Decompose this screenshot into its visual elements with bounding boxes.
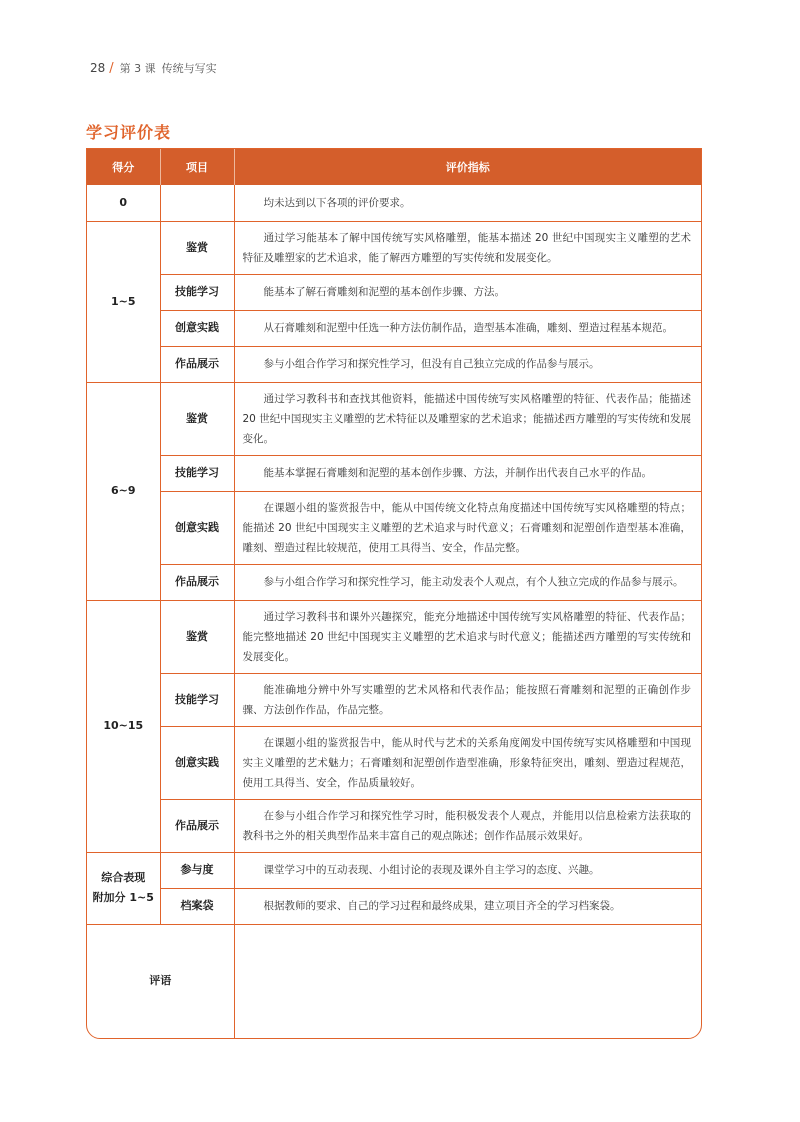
- criteria-cell: 均未达到以下各项的评价要求。: [234, 185, 701, 221]
- lesson-title: 传统与写实: [161, 62, 217, 75]
- lesson-number: 第 3 课: [119, 62, 156, 75]
- comment-row: [87, 924, 701, 1038]
- item-cell: [160, 185, 234, 221]
- comment-label: 评语: [87, 924, 234, 1038]
- header-criteria: 评价指标: [234, 149, 701, 185]
- table-row: [87, 310, 701, 346]
- score-cell: 10~15: [87, 600, 160, 852]
- item-cell: 鉴赏: [160, 382, 234, 455]
- table-row: [87, 455, 701, 491]
- item-cell: 技能学习: [160, 274, 234, 310]
- criteria-cell: 能准确地分辨中外写实雕塑的艺术风格和代表作品；能按照石膏雕刻和泥塑的正确创作步骤、方法创作作品，作品完整。: [234, 673, 701, 726]
- table-header-row: [87, 149, 701, 185]
- item-cell: 参与度: [160, 852, 234, 888]
- page-number: 28: [90, 61, 106, 75]
- criteria-cell: 参与小组合作学习和探究性学习，能主动发表个人观点，有个人独立完成的作品参与展示。: [234, 564, 701, 600]
- score-cell: 0: [87, 185, 160, 221]
- item-cell: 创意实践: [160, 726, 234, 799]
- header-item: 项目: [160, 149, 234, 185]
- item-cell: 创意实践: [160, 491, 234, 564]
- item-cell: 鉴赏: [160, 600, 234, 673]
- criteria-cell: 在课题小组的鉴赏报告中，能从时代与艺术的关系角度阐发中国传统写实风格雕塑和中国现实主义雕塑的艺术魅力；石膏雕刻和泥塑创作造型准确，形象特征突出，雕刻、塑造过程规范，使用工具得当、安全，作品质量较好。: [234, 726, 701, 799]
- criteria-cell: 通过学习能基本了解中国传统写实风格雕塑，能基本描述 20 世纪中国现实主义雕塑的艺术特征及雕塑家的艺术追求，能了解西方雕塑的写实传统和发展变化。: [234, 221, 701, 274]
- item-cell: 鉴赏: [160, 221, 234, 274]
- criteria-cell: 课堂学习中的互动表现、小组讨论的表现及课外自主学习的态度、兴趣。: [234, 852, 701, 888]
- bonus-label: 综合表现: [101, 871, 146, 884]
- table-row: [87, 185, 701, 221]
- criteria-cell: 通过学习教科书和课外兴趣探究，能充分地描述中国传统写实风格雕塑的特征、代表作品；能完整地描述 20 世纪中国现实主义雕塑的艺术追求与时代意义；能描述西方雕塑的写实传统和发展变化。: [234, 600, 701, 673]
- item-cell: 作品展示: [160, 799, 234, 852]
- comment-field[interactable]: [234, 924, 701, 1038]
- table-row: [87, 888, 701, 924]
- table-row: [87, 564, 701, 600]
- table-row: [87, 382, 701, 455]
- criteria-cell: 能基本掌握石膏雕刻和泥塑的基本创作步骤、方法，并制作出代表自己水平的作品。: [234, 455, 701, 491]
- table-row: [87, 673, 701, 726]
- score-cell: 1~5: [87, 221, 160, 382]
- criteria-cell: 根据教师的要求、自己的学习过程和最终成果，建立项目齐全的学习档案袋。: [234, 888, 701, 924]
- page-title: 学习评价表: [86, 123, 172, 142]
- item-cell: 技能学习: [160, 673, 234, 726]
- item-cell: 作品展示: [160, 564, 234, 600]
- criteria-cell: 在参与小组合作学习和探究性学习时，能积极发表个人观点，并能用以信息检索方法获取的教科书之外的相关典型作品来丰富自己的观点陈述；创作作品展示效果好。: [234, 799, 701, 852]
- score-cell: [87, 852, 160, 924]
- page-header: [90, 60, 217, 76]
- table-row: [87, 491, 701, 564]
- table-row: [87, 221, 701, 274]
- criteria-cell: 参与小组合作学习和探究性学习，但没有自己独立完成的作品参与展示。: [234, 346, 701, 382]
- table-row: [87, 600, 701, 673]
- criteria-cell: 能基本了解石膏雕刻和泥塑的基本创作步骤、方法。: [234, 274, 701, 310]
- header-score: 得分: [87, 149, 160, 185]
- table-row: [87, 346, 701, 382]
- item-cell: 作品展示: [160, 346, 234, 382]
- item-cell: 技能学习: [160, 455, 234, 491]
- bonus-range: 附加分 1~5: [92, 891, 154, 904]
- criteria-cell: 从石膏雕刻和泥塑中任选一种方法仿制作品，造型基本准确，雕刻、塑造过程基本规范。: [234, 310, 701, 346]
- evaluation-table: [86, 148, 702, 1039]
- table-row: [87, 852, 701, 888]
- item-cell: 创意实践: [160, 310, 234, 346]
- score-cell: 6~9: [87, 382, 160, 600]
- table-row: [87, 726, 701, 799]
- item-cell: 档案袋: [160, 888, 234, 924]
- header-slash: /: [109, 60, 114, 76]
- criteria-cell: 通过学习教科书和查找其他资料，能描述中国传统写实风格雕塑的特征、代表作品；能描述 20 世纪中国现实主义雕塑的艺术特征以及雕塑家的艺术追求；能描述西方雕塑的写实传统和发展变化。: [234, 382, 701, 455]
- table-row: [87, 274, 701, 310]
- criteria-cell: 在课题小组的鉴赏报告中，能从中国传统文化特点角度描述中国传统写实风格雕塑的特点；能描述 20 世纪中国现实主义雕塑的艺术追求与时代意义；石膏雕刻和泥塑创作造型基本准确，雕刻、塑造过程比较规范，使用工具得当、安全，作品完整。: [234, 491, 701, 564]
- table-row: [87, 799, 701, 852]
